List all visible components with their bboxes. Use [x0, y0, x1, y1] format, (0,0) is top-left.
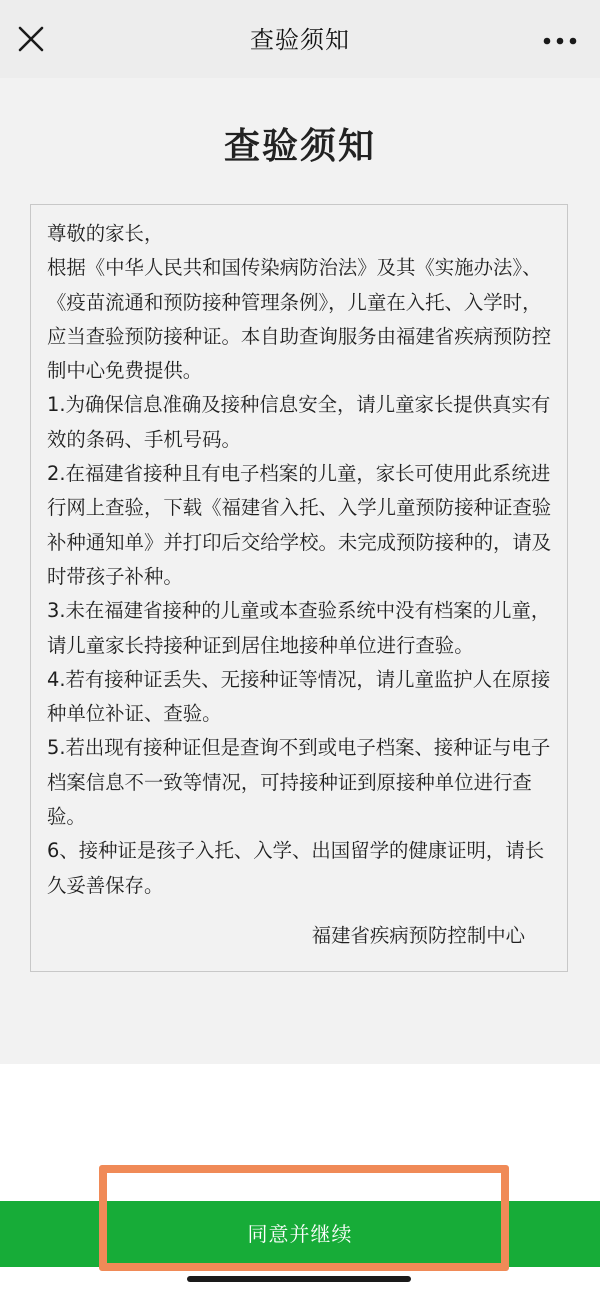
notice-item-2: 2.在福建省接种且有电子档案的儿童，家长可使用此系统进行网上查验，下载《福建省入托、入学儿童预防接种证查验补种通知单》并打印后交给学校。未完成预防接种的，请及时带孩子补种。: [47, 462, 552, 588]
notice-text: [47, 217, 557, 903]
notice-greeting: 尊敬的家长，: [47, 222, 164, 245]
agree-continue-button[interactable]: 同意并继续: [0, 1201, 600, 1267]
navigation-title: 查验须知: [250, 26, 350, 54]
notice-page: [0, 78, 600, 1064]
page-title: 查验须知: [223, 126, 376, 167]
notice-item-3: 3.未在福建省接种的儿童或本查验系统中没有档案的儿童，请儿童家长持接种证到居住地接种单位进行查验。: [47, 599, 551, 657]
more-button[interactable]: [542, 30, 578, 52]
highlight-frame: [99, 1165, 509, 1271]
notice-item-6: 6、接种证是孩子入托、入学、出国留学的健康证明，请长久妥善保存。: [47, 839, 545, 897]
home-indicator: [187, 1276, 411, 1282]
notice-intro: 根据《中华人民共和国传染病防治法》及其《实施办法》、《疫苗流通和预防接种管理条例》，儿童在入托、入学时，应当查验预防接种证。本自助查询服务由福建省疾病预防控制中心免费提供。: [47, 256, 552, 383]
notice-box: [30, 204, 568, 972]
notice-item-1: 1.为确保信息准确及接种信息安全，请儿童家长提供真实有效的条码、手机号码。: [47, 393, 551, 451]
more-icon: [542, 30, 578, 52]
notice-item-5: 5.若出现有接种证但是查询不到或电子档案、接种证与电子档案信息不一致等情况，可持接种证到原接种单位进行查验。: [47, 736, 551, 829]
notice-item-4: 4.若有接种证丢失、无接种证等情况，请儿童监护人在原接种单位补证、查验。: [47, 667, 551, 726]
notice-signature: 福建省疾病预防控制中心: [311, 924, 525, 947]
navigation-bar: [0, 0, 600, 78]
